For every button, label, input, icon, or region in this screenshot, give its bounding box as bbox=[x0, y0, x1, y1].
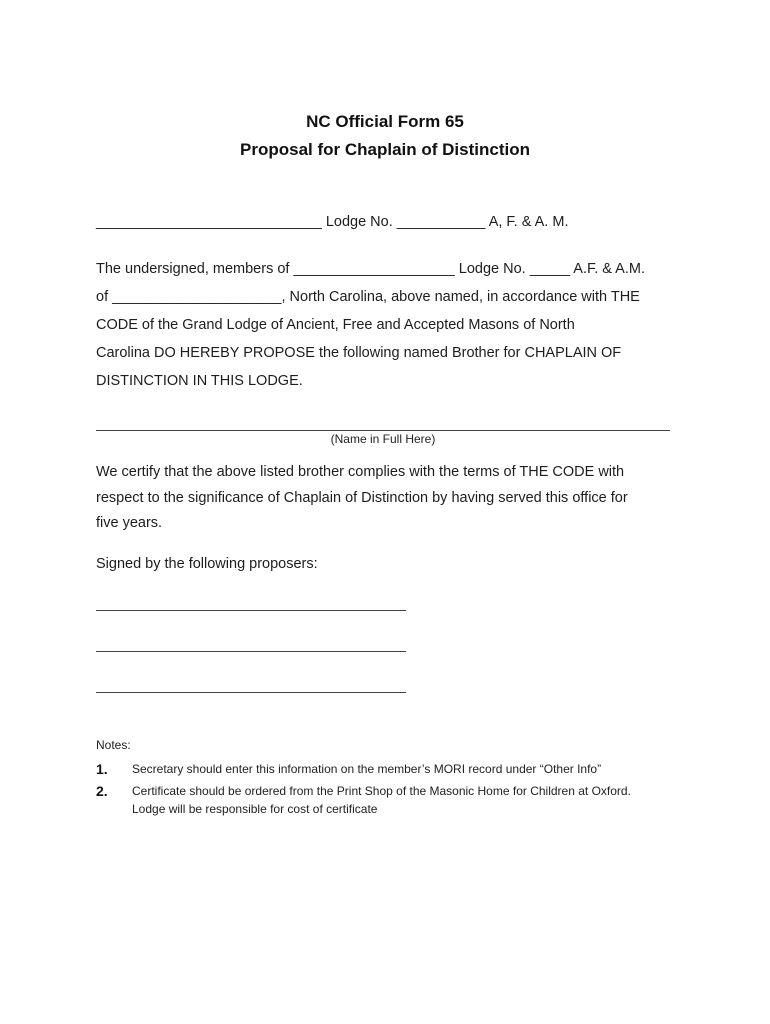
note-number: 2. bbox=[96, 783, 108, 799]
form-number-title: NC Official Form 65 bbox=[306, 112, 464, 131]
note-number: 1. bbox=[96, 761, 108, 777]
proposal-line: CODE of the Grand Lodge of Ancient, Free and Accepted Masons of North bbox=[96, 317, 575, 333]
proposal-line: The undersigned, members of ____________________ Lodge No. _____ A.F. & A.M. bbox=[96, 261, 645, 277]
note-text: Certificate should be ordered from the Print Shop of the Masonic Home for Children at Oxford. bbox=[132, 784, 631, 798]
proposal-line: Carolina DO HEREBY PROPOSE the following named Brother for CHAPLAIN OF bbox=[96, 345, 622, 361]
note-text: Lodge will be responsible for cost of certificate bbox=[132, 802, 378, 816]
proposal-line: DISTINCTION IN THIS LODGE. bbox=[96, 373, 303, 389]
proposer-signature-line-2[interactable] bbox=[96, 651, 406, 652]
signed-by-label: Signed by the following proposers: bbox=[96, 556, 318, 572]
certification-paragraph bbox=[96, 460, 676, 537]
proposer-signature-line-3[interactable] bbox=[96, 692, 406, 693]
proposal-line: of _____________________, North Carolina, above named, in accordance with THE bbox=[96, 289, 640, 305]
certification-line: five years. bbox=[96, 515, 163, 531]
proposer-signature-line-1[interactable] bbox=[96, 610, 406, 611]
certification-line: respect to the significance of Chaplain of Distinction by having served this office for bbox=[96, 489, 628, 506]
name-caption: (Name in Full Here) bbox=[330, 432, 436, 446]
form-title-block bbox=[0, 108, 770, 164]
note-text: Secretary should enter this information on the member’s MORI record under “Other Info” bbox=[132, 762, 602, 776]
certification-line: We certify that the above listed brother complies with the terms of THE CODE with bbox=[96, 464, 625, 480]
form-purpose-title: Proposal for Chaplain of Distinction bbox=[240, 140, 530, 159]
notes-label: Notes: bbox=[96, 738, 131, 752]
proposal-paragraph bbox=[96, 255, 676, 395]
lodge-name-line: ____________________________ Lodge No. ___________ A, F. & A. M. bbox=[96, 214, 569, 230]
brother-name-blank-line[interactable] bbox=[96, 430, 670, 431]
